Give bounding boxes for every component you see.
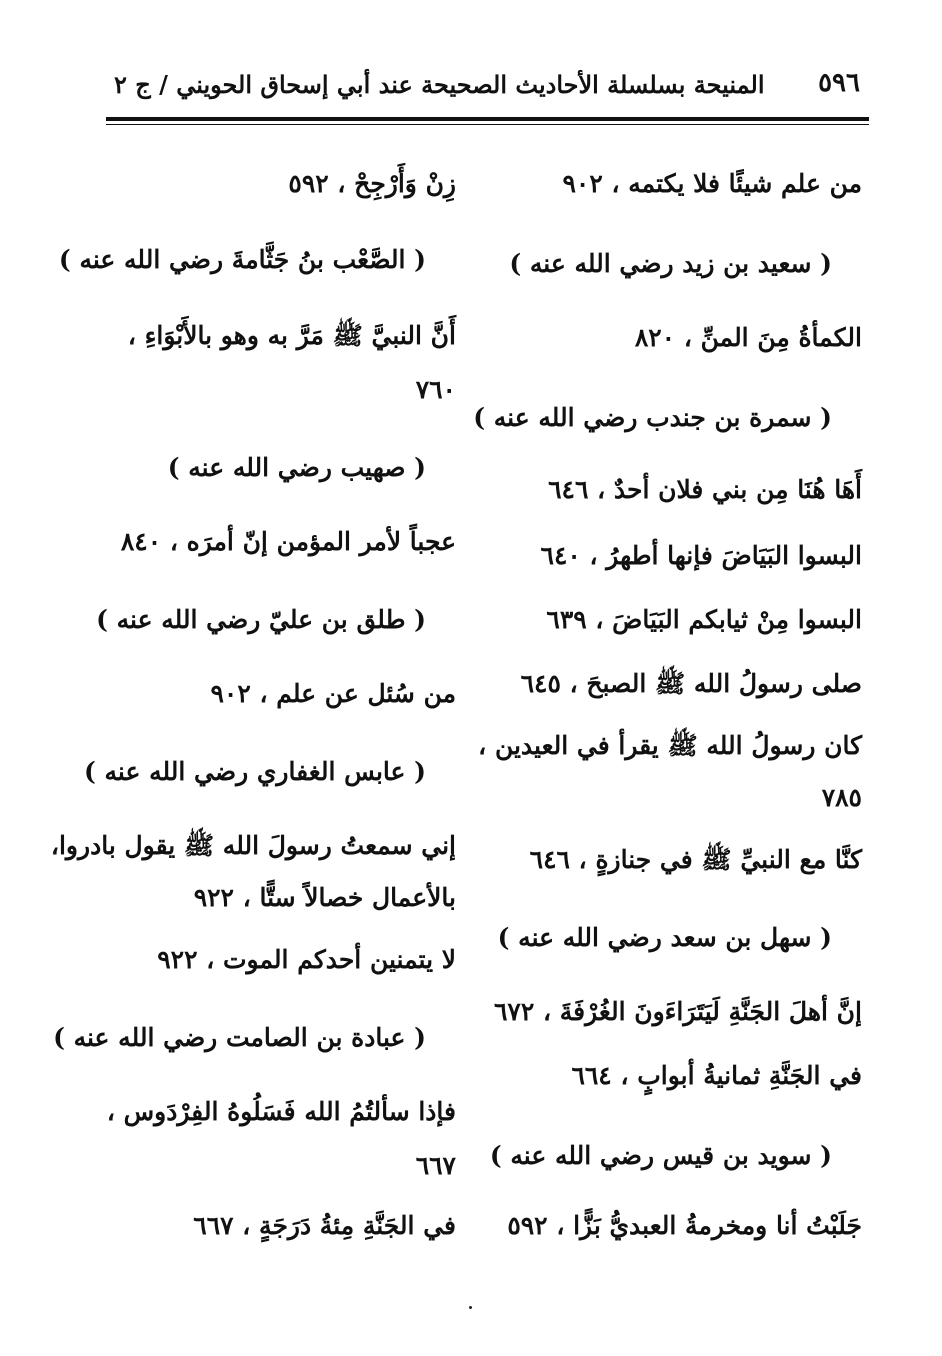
index-entry: أَنَّ النبيَّ ﷺ مَرَّ به وهو بالأَبْوَاءِ ، bbox=[127, 321, 456, 350]
index-entry: أَهَا هُنَا مِن بني فلان أحدٌ ، ٦٤٦ bbox=[548, 475, 862, 504]
narrator-heading: ( سمرة بن جندب رضي الله عنه ) bbox=[473, 403, 832, 432]
index-entry-continuation: بالأعمال خصالاً ستًّا ، ٩٢٢ bbox=[193, 883, 456, 912]
index-entry-continuation: ٧٦٠ bbox=[415, 375, 456, 404]
narrator-heading: ( عبادة بن الصامت رضي الله عنه ) bbox=[53, 1023, 426, 1052]
index-entry: في الجَنَّةِ مِئةُ دَرَجَةٍ ، ٦٦٧ bbox=[193, 1211, 456, 1240]
index-entry: صلى رسولُ الله ﷺ الصبحَ ، ٦٤٥ bbox=[520, 669, 862, 698]
narrator-heading: ( الصَّعْب بنُ جَثَّامةَ رضي الله عنه ) bbox=[58, 245, 426, 274]
page-speck bbox=[469, 1306, 472, 1309]
index-entry: البسوا البَيَاضَ فإنها أطهرُ ، ٦٤٠ bbox=[540, 541, 862, 570]
header-rule-thin bbox=[106, 124, 869, 125]
index-entry-continuation: ٧٨٥ bbox=[821, 783, 862, 812]
header-rule-thick bbox=[106, 117, 869, 121]
index-entry: من سُئل عن علم ، ٩٠٢ bbox=[210, 679, 456, 708]
index-entry: إنَّ أهلَ الجَنَّةِ لَيَتَرَاءَونَ الغُرْفَةَ ، ٦٧٢ bbox=[493, 997, 862, 1026]
index-entry: زِنْ وَأَرْجِحْ ، ٥٩٢ bbox=[288, 169, 456, 198]
index-entry: الكمأةُ مِنَ المنِّ ، ٨٢٠ bbox=[634, 323, 862, 352]
index-entry: لا يتمنين أحدكم الموت ، ٩٢٢ bbox=[157, 945, 456, 974]
index-entry: كان رسولُ الله ﷺ يقرأ في العيدين ، bbox=[478, 731, 862, 760]
index-entry: جَلَبْتُ أنا ومخرمةُ العبديُّ بَزًّا ، ٥٩٢ bbox=[507, 1211, 862, 1240]
narrator-heading: ( سويد بن قيس رضي الله عنه ) bbox=[489, 1141, 832, 1170]
index-entry: إني سمعتُ رسولَ الله ﷺ يقول بادروا، bbox=[50, 831, 456, 860]
index-entry: في الجَنَّةِ ثمانيةُ أبوابٍ ، ٦٦٤ bbox=[571, 1061, 862, 1090]
page-header bbox=[108, 62, 868, 112]
index-entry: كنَّا مع النبيِّ ﷺ في جنازةٍ ، ٦٤٦ bbox=[529, 845, 862, 874]
index-entry-continuation: ٦٦٧ bbox=[415, 1151, 456, 1180]
index-entry: عجباً لأمر المؤمن إنّ أمرَه ، ٨٤٠ bbox=[120, 527, 456, 556]
narrator-heading: ( سعيد بن زيد رضي الله عنه ) bbox=[509, 249, 832, 278]
running-title: المنيحة بسلسلة الأحاديث الصحيحة عند أبي إسحاق الحويني / ج ٢ bbox=[114, 70, 765, 99]
narrator-heading: ( صهيب رضي الله عنه ) bbox=[167, 453, 426, 482]
narrator-heading: ( عابس الغفاري رضي الله عنه ) bbox=[83, 757, 426, 786]
narrator-heading: ( طلق بن عليّ رضي الله عنه ) bbox=[96, 605, 426, 634]
index-entry: من علم شيئًا فلا يكتمه ، ٩٠٢ bbox=[562, 169, 862, 198]
narrator-heading: ( سهل بن سعد رضي الله عنه ) bbox=[497, 923, 832, 952]
index-entry: البسوا مِنْ ثيابكم البَيَاضَ ، ٦٣٩ bbox=[546, 605, 862, 634]
page-number: ٥٩٦ bbox=[818, 68, 860, 98]
index-entry: فإذا سألتُمُ الله فَسَلُوهُ الفِرْدَوس ، bbox=[106, 1097, 456, 1126]
